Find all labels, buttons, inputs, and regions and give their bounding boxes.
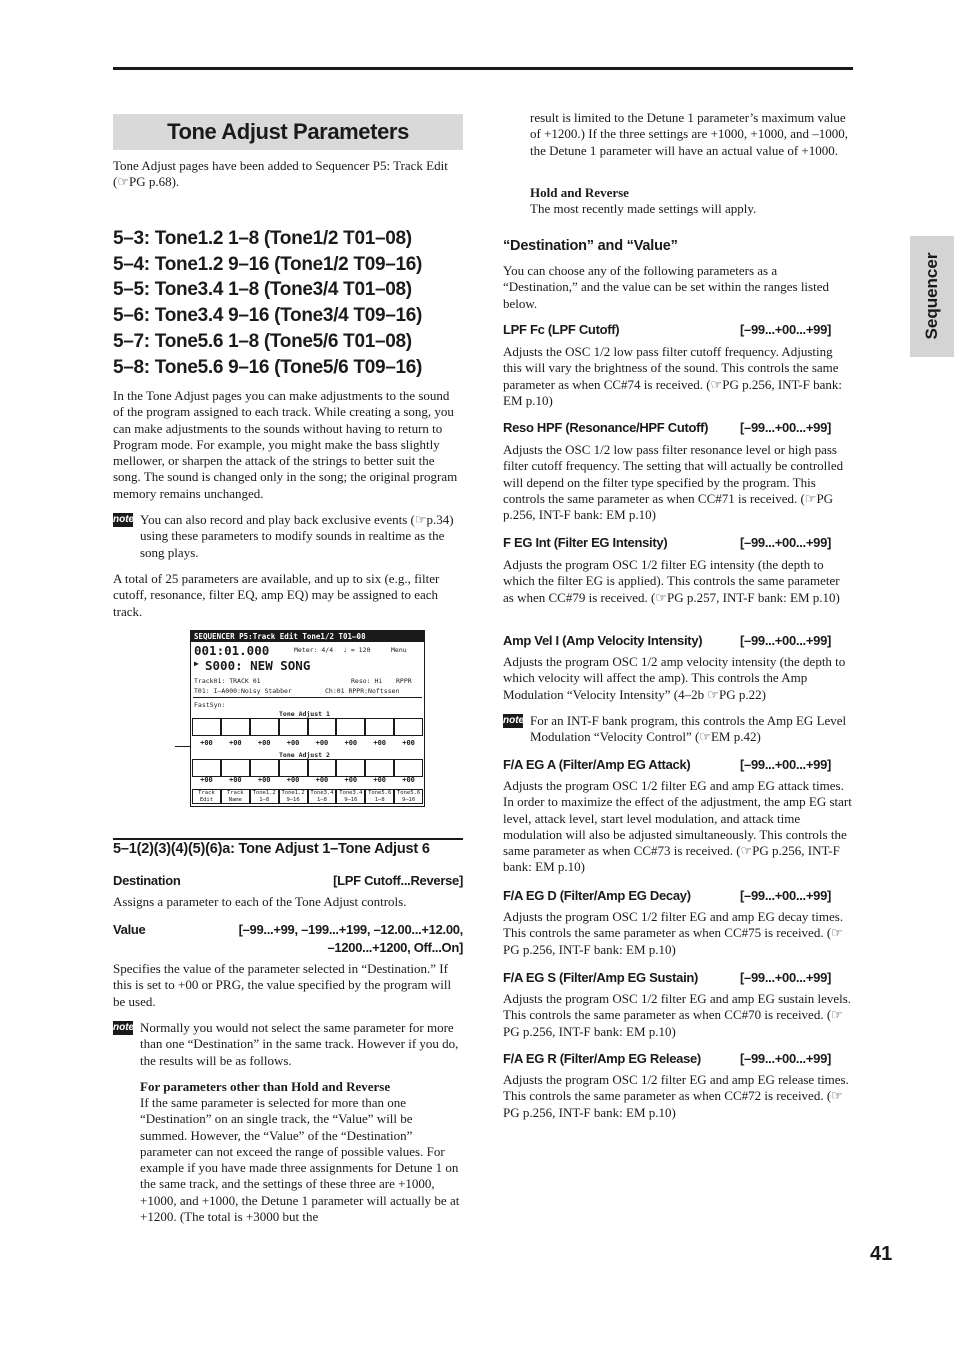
lcd-divider [193, 697, 422, 698]
lcd-title-bar: SEQUENCER P5:Track Edit Tone1/2 T01–08 [191, 631, 424, 642]
lcd-value: +00 [286, 739, 300, 747]
lcd-value: +00 [402, 739, 415, 747]
note-icon: note [503, 715, 525, 726]
sub-title-other-params: For parameters other than Hold and Reverse [140, 1079, 391, 1094]
section-title: 5–1(2)(3)(4)(5)(6)a: Tone Adjust 1–Tone Adjust 6 [113, 841, 430, 857]
page-number: 41 [870, 1243, 893, 1265]
lcd-song: S000: NEW SONG [205, 658, 311, 673]
lcd-value: +00 [257, 776, 271, 784]
lcd-cell [279, 759, 308, 777]
lcd-cell [394, 759, 423, 777]
param-fa-eg-d-range: [–99...+00...+99] [740, 888, 832, 903]
lcd-value: +00 [315, 776, 329, 784]
param-amp-vel-range: [–99...+00...+99] [740, 633, 832, 648]
lcd-tempo: ♩ = 120 [343, 646, 371, 654]
lcd-row-2 [192, 759, 423, 777]
lcd-cell [192, 759, 221, 777]
destination-desc: Assigns a parameter to each of the Tone Adjust controls. [113, 894, 407, 909]
param-fa-eg-a-name: F/A EG A (Filter/Amp EG Attack) [503, 757, 691, 772]
lcd-cell [308, 759, 337, 777]
param-reso-hpf-range: [–99...+00...+99] [740, 420, 832, 435]
destination-value-desc: You can choose any of the following parameters as a “Destination,” and the value can be set within the ranges listed below. [503, 263, 829, 311]
continued-text: result is limited to the Detune 1 parameter’s maximum value of +1200.) If the three settings are +1000, +1000, and –1000, the Detune 1 parameter will have an actual value of +1000. [530, 110, 849, 158]
param-f-eg-int-desc: Adjusts the program OSC 1/2 filter EG intensity (the depth to which the filter EG is applied). This controls the same parameter as when CC#79 is received. (☞PG p.257, INT-F bank: EM p.10) [503, 557, 840, 605]
param-amp-vel-desc: Adjusts the program OSC 1/2 amp velocity intensity (the depth to which velocity will affect the amp). This controls the Amp Modulation “Velocity Intensity” (4–2b ☞PG p.22) [503, 654, 846, 702]
lcd-value: +00 [315, 739, 329, 747]
lcd-rppr: RPPR [396, 677, 412, 685]
heading-5-6: 5–6: Tone3.4 9–16 (Tone3/4 T09–16) [113, 305, 423, 327]
param-fa-eg-d-desc: Adjusts the program OSC 1/2 filter EG and amp EG decay times. This controls the same parameter as when CC#75 is received. (☞PG p.256, INT-F bank: EM p.10) [503, 909, 844, 957]
value-param-name: Value [113, 922, 146, 937]
sub-title-hold-reverse: Hold and Reverse [530, 185, 629, 200]
sub-text-other-params: If the same parameter is selected for more than one “Destination” on an single track, the “Value” will be summed. However, the “Value” of the “Destination” parameter can not exceed the range of possible values. For example if you have made three assignments for Detune 1 on the same track, and the settings of these three are +1000, +1000, and +1000, the Detune 1 parameter will actually be at +1200. (The total is +3000 but the [140, 1095, 460, 1225]
param-fa-eg-a-desc: Adjusts the program OSC 1/2 filter EG and amp EG attack times. In order to maximize the effect of the adjustment, the amp EG start level, attack level, start level modulation, and attack time modulation will also be adjusted simultaneously. This controls the same parameter as when CC#73 is received. (☞PG p.256, INT-F bank: EM p.10) [503, 778, 852, 875]
destination-value-heading: “Destination” and “Value” [503, 238, 678, 254]
lcd-values-2 [192, 776, 423, 786]
note-int-f-bank: For an INT-F bank program, this controls the Amp EG Level Modulation “Velocity Control” (☞EM p.42) [530, 713, 847, 745]
destination-param-range: [LPF Cutoff...Reverse] [333, 873, 463, 888]
lcd-cell [394, 718, 423, 736]
lcd-screenshot [190, 630, 425, 807]
intro-text: Tone Adjust pages have been added to Sequencer P5: Track Edit (☞PG p.68). [113, 158, 448, 190]
lcd-row-1 [192, 718, 423, 736]
param-fa-eg-r-name: F/A EG R (Filter/Amp EG Release) [503, 1051, 701, 1066]
param-amp-vel-name: Amp Vel I (Amp Velocity Intensity) [503, 633, 703, 648]
param-lpf-fc-desc: Adjusts the OSC 1/2 low pass filter cutoff frequency. Adjusting this will vary the brightness of the sound. This controls the same parameter as when CC#74 is received. (☞PG p.256, INT-F bank: EM p.10) [503, 344, 842, 408]
lcd-value: +00 [286, 776, 300, 784]
side-tab-label: Sequencer [922, 252, 941, 340]
top-rule [113, 67, 853, 70]
lcd-cell [192, 718, 221, 736]
lcd-value: +00 [344, 739, 358, 747]
play-icon: ▶ [194, 659, 199, 668]
lcd-tab-track-name: Track Name [221, 789, 250, 804]
lcd-cell [279, 718, 308, 736]
lcd-cell [365, 759, 394, 777]
heading-list [113, 226, 422, 380]
lcd-cell-label: FastSyn: [194, 701, 226, 709]
lcd-value: +00 [200, 776, 213, 784]
note-icon: note [113, 514, 135, 525]
lcd-tab-track-edit: Track Edit [192, 789, 221, 804]
param-lpf-fc-range: [–99...+00...+99] [740, 322, 832, 337]
para-parameter-count: A total of 25 parameters are available, and up to six (e.g., filter cutoff, resonance, filter EQ, amp EQ) may be assigned to each track. [113, 571, 440, 619]
lcd-meter: Meter: 4/4 [294, 646, 334, 654]
destination-param-name: Destination [113, 873, 181, 888]
param-fa-eg-r-desc: Adjusts the program OSC 1/2 filter EG and amp EG release times. This controls the same parameter as when CC#72 is received. (☞PG p.256, INT-F bank: EM p.10) [503, 1072, 849, 1120]
lcd-menu: Menu [391, 646, 407, 654]
lcd-group-label-1: Tone Adjust 1 [279, 710, 330, 718]
lcd-cell [221, 718, 250, 736]
lcd-group-label-2: Tone Adjust 2 [279, 751, 330, 759]
value-param-range-2: –1200...+1200, Off...On] [327, 940, 463, 955]
param-reso-hpf-name: Reso HPF (Resonance/HPF Cutoff) [503, 420, 709, 435]
value-desc: Specifies the value of the parameter selected in “Destination.” If this is set to +00 or PRG, the value specified by the program will be used. [113, 961, 452, 1009]
heading-5-3: 5–3: Tone1.2 1–8 (Tone1/2 T01–08) [113, 228, 412, 249]
lcd-tabs [192, 789, 423, 804]
lcd-cell [308, 718, 337, 736]
lcd-tab-tone12-9-16: Tone1.2 9–16 [279, 789, 308, 804]
heading-5-7: 5–7: Tone5.6 1–8 (Tone5/6 T01–08) [113, 330, 412, 352]
sub-text-hold-reverse: The most recently made settings will apply. [530, 201, 757, 216]
lcd-cell [250, 759, 279, 777]
lcd-cell [365, 718, 394, 736]
lcd-value: +00 [373, 776, 387, 784]
lcd-tab-tone12-1-8: Tone1.2 1–8 [250, 789, 279, 804]
param-lpf-fc-name: LPF Fc (LPF Cutoff) [503, 322, 620, 337]
note-same-parameter: Normally you would not select the same parameter for more than one “Destination” in the same track. However if you do, the results will be as follows. [140, 1020, 459, 1068]
lcd-cell [221, 759, 250, 777]
param-f-eg-int-range: [–99...+00...+99] [740, 535, 832, 550]
param-fa-eg-d-name: F/A EG D (Filter/Amp EG Decay) [503, 888, 691, 903]
section-rule [113, 838, 463, 840]
page-title: Tone Adjust Parameters [167, 119, 409, 144]
lcd-value: +00 [402, 776, 415, 784]
lcd-program: T01: I–A000:Noisy Stabber [194, 687, 292, 695]
param-reso-hpf-desc: Adjusts the OSC 1/2 low pass filter resonance level or high pass filter cutoff frequency. The setting that will actually be controlled will depend on the filter type specified by the program. This controls the same parameter as when CC#71 is received. (☞PG p.256, INT-F bank: EM p.10) [503, 442, 844, 523]
para-tone-adjust-intro: In the Tone Adjust pages you can make adjustments to the sound of the program assigned to each track. While creating a song, you can make adjustments to the sounds without having to return to Program mode. For example, you might make the bass slightly mellower, or sharpen the attack of the strings to better suit the song. The sound is changed only in the song; the original program memory remains unchanged. [113, 388, 458, 501]
lcd-tab-tone56-1-8: Tone5.6 1–8 [365, 789, 394, 804]
note-icon: note [113, 1022, 135, 1033]
param-fa-eg-s-desc: Adjusts the program OSC 1/2 filter EG and amp EG sustain levels. This controls the same parameter as when CC#70 is received. (☞PG p.256, INT-F bank: EM p.10) [503, 991, 852, 1039]
lcd-cell [336, 759, 365, 777]
lcd-reso: Reso: Hi [351, 677, 383, 685]
value-param-range-1: [–99...+99, –199...+199, –12.00...+12.00, [238, 922, 463, 937]
param-fa-eg-a-range: [–99...+00...+99] [740, 757, 832, 772]
lcd-track: Track01: TRACK 01 [194, 677, 261, 685]
lcd-value: +00 [373, 739, 387, 747]
param-fa-eg-s-name: F/A EG S (Filter/Amp EG Sustain) [503, 970, 699, 985]
heading-5-5: 5–5: Tone3.4 1–8 (Tone3/4 T01–08) [113, 279, 412, 301]
lcd-value: +00 [228, 739, 242, 747]
heading-5-4: 5–4: Tone1.2 9–16 (Tone1/2 T09–16) [113, 253, 423, 275]
lcd-value: +00 [257, 739, 271, 747]
heading-5-8: 5–8: Tone5.6 9–16 (Tone5/6 T09–16) [113, 356, 423, 378]
lcd-tab-tone34-9-16: Tone3.4 9–16 [336, 789, 365, 804]
lcd-cell [250, 718, 279, 736]
lcd-tab-tone56-9-16: Tone5.6 9–16 [394, 789, 423, 804]
lcd-value: +00 [200, 739, 213, 747]
param-fa-eg-s-range: [–99...+00...+99] [740, 970, 832, 985]
lcd-tab-tone34-1-8: Tone3.4 1–8 [308, 789, 337, 804]
note-exclusive-events: You can also record and play back exclusive events (☞p.34) using these parameters to modify sounds in realtime as the song plays. [140, 512, 454, 560]
callout-line [175, 746, 190, 747]
param-fa-eg-r-range: [–99...+00...+99] [740, 1051, 832, 1066]
side-tab [910, 236, 954, 357]
lcd-value: +00 [344, 776, 358, 784]
lcd-position: 001:01.000 [194, 643, 270, 658]
param-f-eg-int-name: F EG Int (Filter EG Intensity) [503, 535, 668, 550]
lcd-channel: Ch:01 RPPR:Noftssen [325, 687, 400, 695]
lcd-value: +00 [228, 776, 242, 784]
lcd-values-1 [192, 739, 423, 749]
lcd-cell [336, 718, 365, 736]
